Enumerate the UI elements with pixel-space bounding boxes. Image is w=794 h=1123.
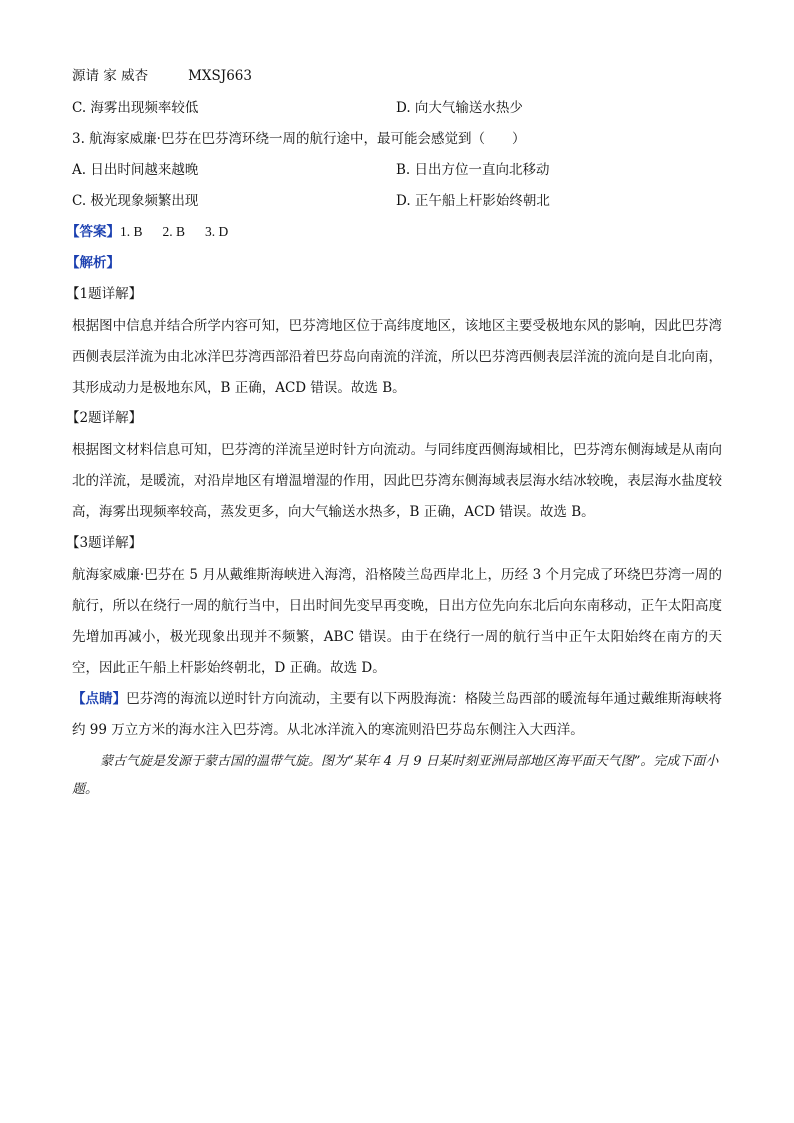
source-text: 源请 家 威杏 — [72, 68, 149, 84]
q2-option-c: C. 海雾出现频率较低 — [72, 100, 199, 116]
answer-3: 3. D — [205, 224, 229, 239]
q2-option-d: D. 向大气输送水热少 — [396, 100, 523, 116]
source-code: MXSJ663 — [188, 68, 252, 84]
answer-1: 1. B — [120, 224, 143, 239]
tip-text: 巴芬湾的海流以逆时针方向流动，主要有以下两股海流：格陵兰岛西部的暖流每年通过戴维斯海峡将约 99 万立方米的海水注入巴芬湾。从北冰洋流入的寒流则沿巴芬岛东侧注入大西洋。 — [72, 691, 723, 738]
q3-option-d: D. 正午船上杆影始终朝北 — [396, 193, 550, 209]
next-question-intro: 蒙古气旋是发源于蒙古国的温带气旋。图为“某年 4 月 9 日某时刻亚洲局部地区海平面天气图”。完成下面小题。 — [72, 754, 719, 797]
analysis-label — [66, 253, 120, 273]
analysis-label-text: 【解析】 — [66, 255, 120, 271]
q3-stem: 3. 航海家威廉·巴芬在巴芬湾环绕一周的航行途中，最可能会感觉到（ ） — [72, 131, 526, 147]
q3-detail-text: 航海家威廉·巴芬在 5 月从戴维斯海峡进入海湾，沿格陵兰岛西岸北上，历经 3 个月完成了环绕巴芬湾一周的航行，所以在绕行一周的航行当中，日出时间先变早再变晚，日出方位先向东北后向东南移动，正午太阳高度先增加再减小，极光现象出现并不频繁，ABC 错误。由于在绕行一周的航行当中正午太阳始终在南方的天空，因此正午船上杆影始终朝北，D 正确。故选 D。 — [72, 567, 722, 676]
q3-option-c: C. 极光现象频繁出现 — [72, 193, 199, 209]
answer-label: 【答案】 — [66, 224, 120, 240]
tip-paragraph — [72, 684, 722, 746]
source-header — [72, 66, 252, 86]
tip-label: 【点睛】 — [72, 691, 127, 707]
q2-detail-label: 【2题详解】 — [66, 410, 143, 426]
q1-detail-label: 【1题详解】 — [66, 286, 143, 302]
answer-line — [66, 222, 228, 242]
q2-detail-text: 根据图文材料信息可知，巴芬湾的洋流呈逆时针方向流动。与同纬度西侧海域相比，巴芬湾东侧海域是从南向北的洋流，是暖流，对沿岸地区有增温增湿的作用，因此巴芬湾东侧海域表层海水结冰较晚，表层海水盐度较高，海雾出现频率较高，蒸发更多，向大气输送水热多，B 正确，ACD 错误。故选 B。 — [72, 442, 722, 520]
q3-option-a: A. 日出时间越来越晚 — [72, 162, 199, 178]
q3-option-b: B. 日出方位一直向北移动 — [396, 162, 550, 178]
q3-detail-label: 【3题详解】 — [66, 535, 143, 551]
answer-2: 2. B — [162, 224, 186, 239]
q1-detail-text: 根据图中信息并结合所学内容可知，巴芬湾地区位于高纬度地区，该地区主要受极地东风的影响，因此巴芬湾西侧表层洋流为由北冰洋巴芬湾西部沿着巴芬岛向南流的洋流，所以巴芬湾西侧表层洋流的流向是自北向南，其形成动力是极地东风，B 正确，ACD 错误。故选 B。 — [72, 318, 722, 396]
